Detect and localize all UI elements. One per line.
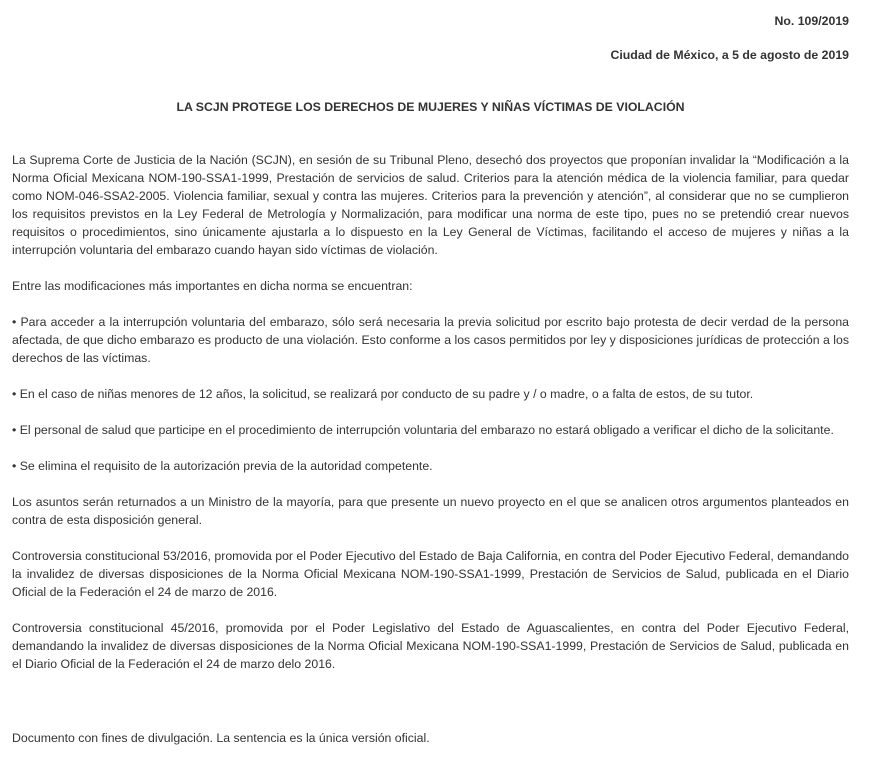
paragraph-list-intro: Entre las modificaciones más importantes en dicha norma se encuentran: <box>12 279 413 293</box>
disclaimer: Documento con fines de divulgación. La sentencia es la única versión oficial. <box>12 731 430 745</box>
paragraph-case-45: Controversia constitucional 45/2016, promovida por el Poder Legislativo del Estado de Aguascalientes, en contra del Poder Ejecutivo Federal, demandando la invalidez de diversas disposiciones de la Norma Oficial Mexicana NOM-190-SSA1-1999, Prestación de Servicios de Salud, publicada en el Diario Oficial de la Federación el 24 de marzo delo 2016. <box>12 621 849 671</box>
bullet-item: • Para acceder a la interrupción voluntaria del embarazo, sólo será necesaria la previa solicitud por escrito bajo protesta de decir verdad de la persona afectada, de que dicho embarazo es producto de una violación. Esto conforme a los casos permitidos por ley y disposiciones jurídicas de protección a los derechos de las víctimas. <box>12 315 849 365</box>
bullet-item: • Se elimina el requisito de la autorización previa de la autoridad competente. <box>12 459 433 473</box>
document-date: Ciudad de México, a 5 de agosto de 2019 <box>610 48 849 62</box>
document-number: No. 109/2019 <box>774 14 849 28</box>
paragraph-case-53: Controversia constitucional 53/2016, promovida por el Poder Ejecutivo del Estado de Baja California, en contra del Poder Ejecutivo Federal, demandando la invalidez de diversas disposiciones de la Norma Oficial Mexicana NOM-190-SSA1-1999, Prestación de Servicios de Salud, publicada en el Diario Oficial de la Federación el 24 de marzo de 2016. <box>12 549 849 599</box>
document-body <box>12 151 849 691</box>
document-title: LA SCJN PROTEGE LOS DERECHOS DE MUJERES Y NIÑAS VÍCTIMAS DE VIOLACIÓN <box>176 100 685 114</box>
paragraph-intro: La Suprema Corte de Justicia de la Nación (SCJN), en sesión de su Tribunal Pleno, desechó dos proyectos que proponían invalidar la “Modificación a la Norma Oficial Mexicana NOM-190-SSA1-1999, Prestación de servicios de salud. Criterios para la atención médica de la violencia familiar, para quedar como NOM-046-SSA2-2005. Violencia familiar, sexual y contra las mujeres. Criterios para la prevención y atención”, al considerar que no se cumplieron los requisitos previstos en la Ley Federal de Metrología y Normalización, para modificar una norma de este tipo, pues no se pretendió crear nuevos requisitos o procedimientos, sino únicamente ajustarla a lo dispuesto en la Ley General de Víctimas, facilitando el acceso de mujeres y niñas a la interrupción voluntaria del embarazo cuando hayan sido víctimas de violación. <box>12 153 849 257</box>
paragraph-return: Los asuntos serán returnados a un Ministro de la mayoría, para que presente un nuevo proyecto en el que se analicen otros argumentos planteados en contra de esta disposición general. <box>12 495 849 527</box>
bullet-item: • En el caso de niñas menores de 12 años, la solicitud, se realizará por conducto de su padre y / o madre, o a falta de estos, de su tutor. <box>12 387 754 401</box>
bullet-item: • El personal de salud que participe en el procedimiento de interrupción voluntaria del embarazo no estará obligado a verificar el dicho de la solicitante. <box>12 423 834 437</box>
